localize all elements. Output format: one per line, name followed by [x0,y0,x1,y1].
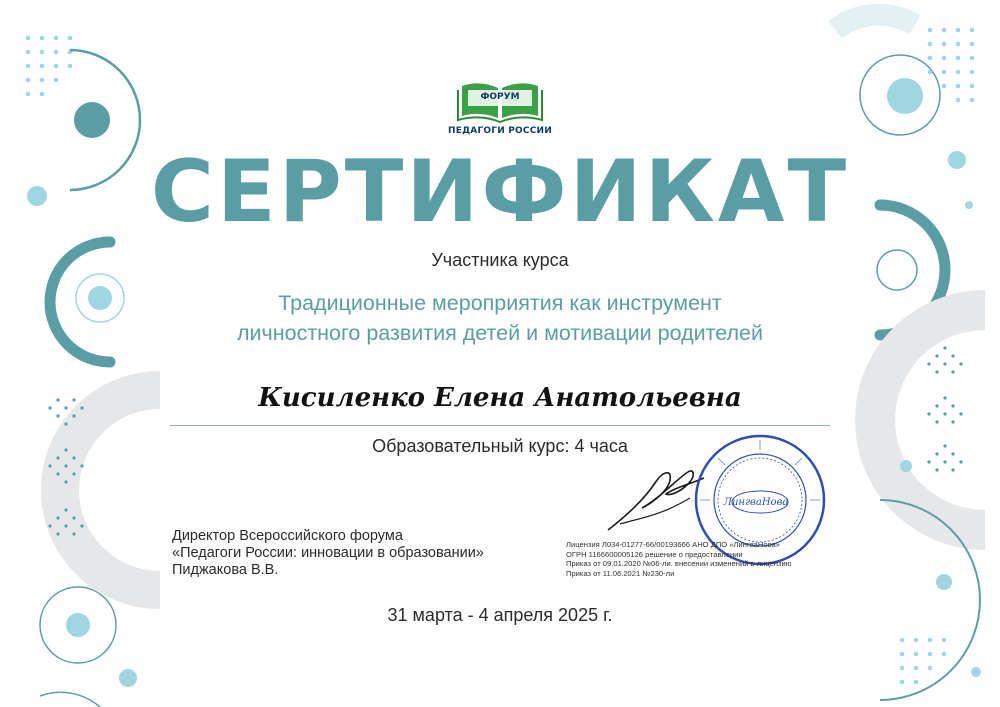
license-line: Приказ от 09.01.2020 №06-ли. внесении изменений в лицензию [566,559,792,569]
director-name: Пиджакова В.В. [172,562,279,578]
license-line: Лицензия Л034-01277-66/00193666 АНО ДПО «ЛингваНова» [566,540,781,549]
forum-logo [440,78,560,140]
dot-grid-top-right [928,28,975,103]
course-dates: 31 марта - 4 апреля 2025 г. [387,605,613,625]
director-line: «Педагоги России: инновации в образовании» [172,545,484,561]
dot-grid-bottom-right [900,638,947,685]
license-block [566,540,836,578]
certificate-title: СЕРТИФИКАТ [150,142,850,242]
course-title-line: личностного развития детей и мотивации родителей [237,321,763,345]
teal-dot-left [74,102,110,138]
participant-name: Кисиленко Елена Анатольевна [258,383,742,413]
certificate-subtitle: Участника курса [431,250,569,270]
director-line: Директор Всероссийского форума [172,528,403,544]
course-title-line: Традиционные мероприятия как инструмент [278,291,722,315]
stamp-center-text: ЛингваНова [723,497,789,508]
course-hours: Образовательный курс: 4 часа [372,436,628,456]
license-line: Приказ от 11.06.2021 №230-ли [566,568,675,578]
name-underline [170,425,830,426]
grey-arc-left [60,390,160,590]
license-line: ОГРН 1166600005126 решение о предоставлении [566,549,743,559]
director-block [172,528,552,579]
course-title [150,288,850,348]
logo-bottom-text: ПЕДАГОГИ РОССИИ [448,126,552,136]
logo-top-text: ФОРУМ [480,92,520,102]
grey-arc-right [875,310,985,530]
dot-grid-top-left [26,36,73,97]
